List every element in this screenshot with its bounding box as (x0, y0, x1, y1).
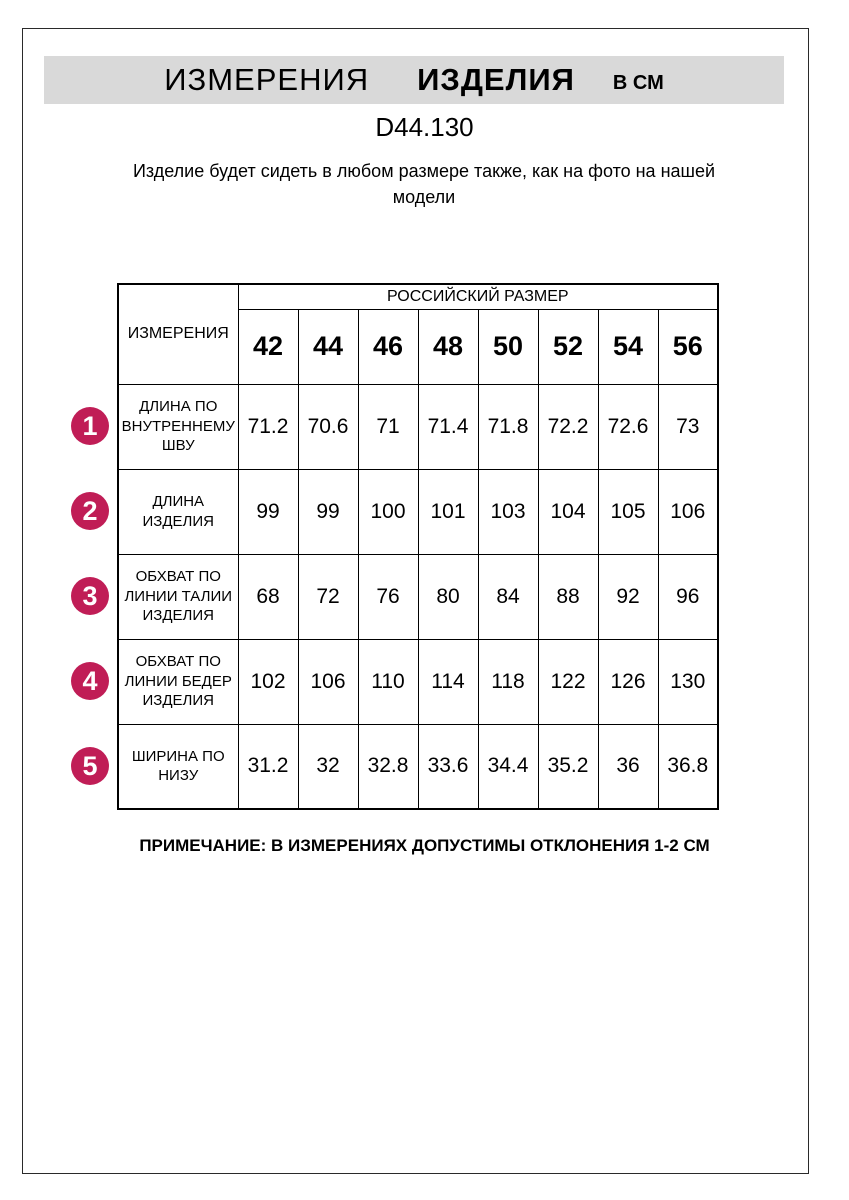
row-number-badge: 5 (71, 747, 109, 785)
value-cell: 80 (418, 554, 478, 639)
size-header: 54 (598, 309, 658, 384)
units-label: В СМ (612, 71, 664, 94)
table-row (118, 554, 718, 639)
size-header: 50 (478, 309, 538, 384)
value-cell: 130 (658, 639, 718, 724)
value-cell: 68 (238, 554, 298, 639)
row-number-badge: 2 (71, 492, 109, 530)
value-cell: 70.6 (298, 384, 358, 469)
value-cell: 71.2 (238, 384, 298, 469)
row-label: ДЛИНА ИЗДЕЛИЯ (118, 469, 238, 554)
size-header: 56 (658, 309, 718, 384)
note-text: ПРИМЕЧАНИЕ: В ИЗМЕРЕНИЯХ ДОПУСТИМЫ ОТКЛОНЕНИЯ 1-2 СМ (139, 836, 710, 855)
value-cell: 106 (298, 639, 358, 724)
row-label: ДЛИНА ПО ВНУТРЕННЕМУ ШВУ (118, 384, 238, 469)
value-cell: 71.8 (478, 384, 538, 469)
title-bar (44, 56, 784, 104)
row-number-badge: 4 (71, 662, 109, 700)
row-number-badge: 3 (71, 577, 109, 615)
table-header-row (118, 284, 718, 309)
row-label: ШИРИНА ПО НИЗУ (118, 724, 238, 809)
table-row (118, 724, 718, 809)
value-cell: 104 (538, 469, 598, 554)
value-cell: 110 (358, 639, 418, 724)
measurements-table (117, 283, 719, 810)
value-cell: 71 (358, 384, 418, 469)
value-cell: 34.4 (478, 724, 538, 809)
value-cell: 33.6 (418, 724, 478, 809)
table-row (118, 639, 718, 724)
value-cell: 99 (298, 469, 358, 554)
value-cell: 36 (598, 724, 658, 809)
column-header-measurements: ИЗМЕРЕНИЯ (118, 284, 238, 384)
value-cell: 31.2 (238, 724, 298, 809)
value-cell: 72.6 (598, 384, 658, 469)
size-header: 48 (418, 309, 478, 384)
value-cell: 71.4 (418, 384, 478, 469)
value-cell: 35.2 (538, 724, 598, 809)
value-cell: 88 (538, 554, 598, 639)
value-cell: 32.8 (358, 724, 418, 809)
value-cell: 101 (418, 469, 478, 554)
size-header: 44 (298, 309, 358, 384)
value-cell: 92 (598, 554, 658, 639)
value-cell: 76 (358, 554, 418, 639)
value-cell: 102 (238, 639, 298, 724)
page-title-emphasis: ИЗДЕЛИЯ (417, 62, 575, 97)
value-cell: 122 (538, 639, 598, 724)
value-cell: 84 (478, 554, 538, 639)
value-cell: 73 (658, 384, 718, 469)
page-title: ИЗМЕРЕНИЯ (164, 62, 370, 97)
size-header: 42 (238, 309, 298, 384)
row-number-badge: 1 (71, 407, 109, 445)
value-cell: 32 (298, 724, 358, 809)
table-row (118, 469, 718, 554)
value-cell: 72 (298, 554, 358, 639)
table-row (118, 384, 718, 469)
value-cell: 106 (658, 469, 718, 554)
product-code: D44.130 (375, 112, 474, 142)
value-cell: 118 (478, 639, 538, 724)
fit-description: Изделие будет сидеть в любом размере также, как на фото на нашей модели (132, 161, 716, 208)
value-cell: 96 (658, 554, 718, 639)
column-group-header-russian-size: РОССИЙСКИЙ РАЗМЕР (238, 284, 718, 309)
value-cell: 126 (598, 639, 658, 724)
row-label: ОБХВАТ ПО ЛИНИИ БЕДЕР ИЗДЕЛИЯ (118, 639, 238, 724)
value-cell: 36.8 (658, 724, 718, 809)
size-header: 52 (538, 309, 598, 384)
size-header: 46 (358, 309, 418, 384)
row-label: ОБХВАТ ПО ЛИНИИ ТАЛИИ ИЗДЕЛИЯ (118, 554, 238, 639)
value-cell: 100 (358, 469, 418, 554)
value-cell: 103 (478, 469, 538, 554)
value-cell: 99 (238, 469, 298, 554)
value-cell: 72.2 (538, 384, 598, 469)
value-cell: 114 (418, 639, 478, 724)
value-cell: 105 (598, 469, 658, 554)
